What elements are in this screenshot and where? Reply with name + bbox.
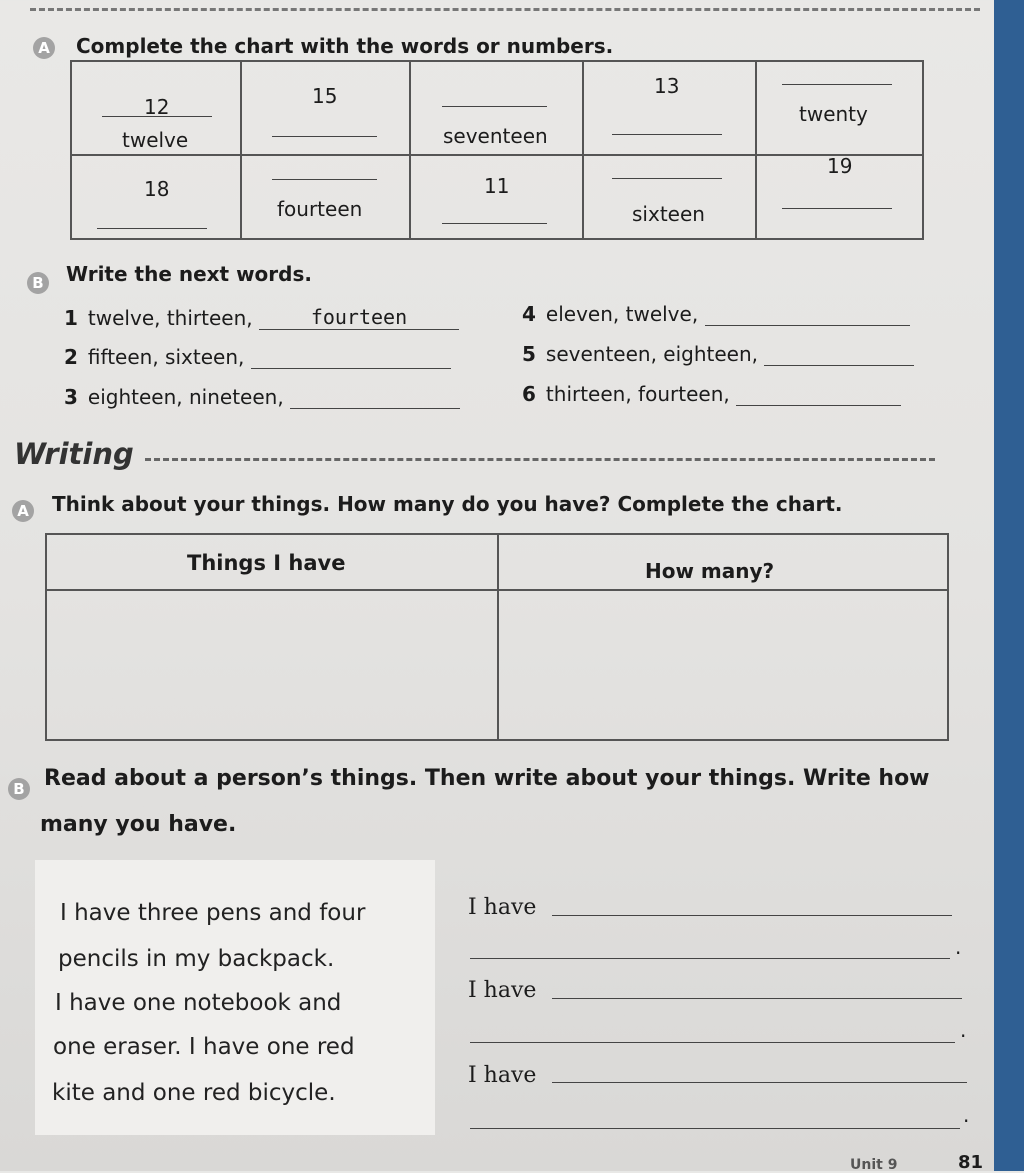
answer-blank[interactable] <box>764 347 914 366</box>
item-number: 6 <box>522 382 536 406</box>
how-many-input-cell[interactable] <box>499 591 947 739</box>
item-text: twelve, thirteen, <box>87 306 253 330</box>
chart-answer-blank[interactable] <box>782 70 892 85</box>
item-number: 5 <box>522 342 536 366</box>
chart-cell-number: 11 <box>484 174 510 198</box>
i-have-prompt: I have <box>468 978 537 1003</box>
reading-line: I have one notebook and <box>55 990 342 1016</box>
things-chart <box>45 533 949 741</box>
answer-fourteen[interactable]: fourteen <box>259 305 459 330</box>
answer-blank[interactable] <box>736 387 901 406</box>
reading-line: kite and one red bicycle. <box>52 1080 336 1106</box>
page-number: 81 <box>958 1152 984 1173</box>
list-item <box>522 342 914 366</box>
chart-answer-blank[interactable] <box>612 120 722 135</box>
chart-blank-underline <box>102 102 212 117</box>
writing-b-instruction-line2: many you have. <box>40 812 237 837</box>
number-chart <box>70 60 924 240</box>
period-mark: . <box>955 935 962 959</box>
chart-cell-number: 12 <box>144 95 170 119</box>
chart-answer-blank[interactable] <box>782 194 892 209</box>
chart-cell-word: twelve <box>122 128 189 152</box>
section-b-instruction: Write the next words. <box>66 262 312 286</box>
list-item <box>522 302 910 326</box>
grid-line <box>72 154 922 156</box>
item-text: eighteen, nineteen, <box>87 385 284 409</box>
period-mark: . <box>960 1018 967 1042</box>
chart-cell-number: 15 <box>312 84 338 108</box>
writing-line[interactable] <box>470 1042 955 1043</box>
chart-answer-blank[interactable] <box>612 164 722 179</box>
chart-answer-blank[interactable] <box>97 214 207 229</box>
chart-answer-blank[interactable] <box>442 209 547 224</box>
i-have-prompt: I have <box>468 895 537 920</box>
grid-line <box>240 62 242 238</box>
writing-line[interactable] <box>552 915 952 916</box>
item-number: 1 <box>64 306 78 330</box>
i-have-prompt: I have <box>468 1063 537 1088</box>
writing-b-badge: B <box>8 778 30 800</box>
item-number: 2 <box>64 345 78 369</box>
chart-cell-number: 18 <box>144 177 170 201</box>
chart-answer-blank[interactable] <box>272 165 377 180</box>
item-text: seventeen, eighteen, <box>545 342 759 366</box>
things-input-cell[interactable] <box>47 591 497 739</box>
writing-line[interactable] <box>470 1128 960 1129</box>
grid-line <box>755 62 757 238</box>
item-number: 3 <box>64 385 78 409</box>
item-text: fifteen, sixteen, <box>87 345 245 369</box>
chart-answer-blank[interactable] <box>442 92 547 107</box>
section-b-badge: B <box>27 272 49 294</box>
list-item <box>64 305 459 330</box>
item-number: 4 <box>522 302 536 326</box>
grid-line <box>409 62 411 238</box>
answer-blank[interactable] <box>705 307 910 326</box>
answer-blank[interactable] <box>290 390 460 409</box>
writing-line[interactable] <box>552 1082 967 1083</box>
chart-cell-number: 19 <box>827 154 853 178</box>
reading-line: I have three pens and four <box>60 900 366 926</box>
top-divider <box>30 0 980 11</box>
list-item <box>64 345 451 369</box>
grid-line <box>582 62 584 238</box>
writing-title: Writing <box>14 437 134 471</box>
item-text: thirteen, fourteen, <box>545 382 730 406</box>
list-item <box>522 382 901 406</box>
chart-cell-word: twenty <box>799 102 868 126</box>
writing-a-instruction: Think about your things. How many do you have? Complete the chart. <box>52 492 843 516</box>
reading-line: pencils in my backpack. <box>58 946 335 972</box>
answer-blank[interactable] <box>251 350 451 369</box>
chart-answer-blank[interactable] <box>272 122 377 137</box>
chart-cell-number: 13 <box>654 74 680 98</box>
period-mark: . <box>963 1103 970 1127</box>
writing-divider <box>145 458 935 461</box>
writing-line[interactable] <box>470 958 950 959</box>
column-header-how-many: How many? <box>645 559 775 583</box>
chart-cell-word: sixteen <box>632 202 705 226</box>
chart-cell-word: fourteen <box>277 197 363 221</box>
list-item <box>64 385 460 409</box>
section-a-instruction: Complete the chart with the words or numbers. <box>76 34 614 58</box>
column-header-things: Things I have <box>187 551 346 575</box>
chart-cell-word: seventeen <box>443 124 548 148</box>
reading-line: one eraser. I have one red <box>53 1034 355 1060</box>
writing-b-instruction-line1: Read about a person’s things. Then write about your things. Write how <box>44 766 930 791</box>
unit-label: Unit 9 <box>850 1157 898 1173</box>
item-text: eleven, twelve, <box>545 302 699 326</box>
section-a-badge: A <box>33 37 55 59</box>
writing-a-badge: A <box>12 500 34 522</box>
background-edge <box>994 0 1024 1171</box>
writing-line[interactable] <box>552 998 962 999</box>
